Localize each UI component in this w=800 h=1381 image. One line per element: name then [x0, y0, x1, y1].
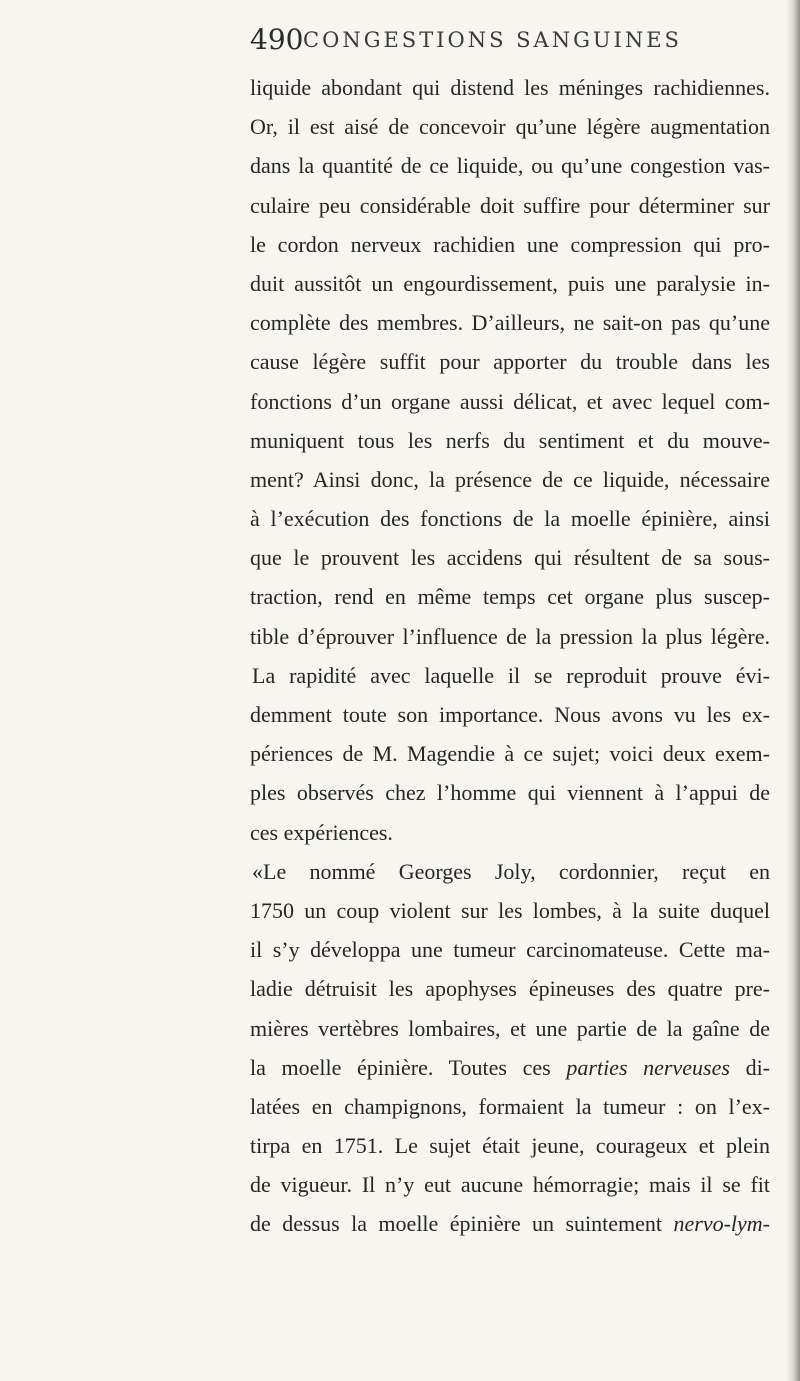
text-segment: di-	[745, 1054, 771, 1080]
text-line: duit aussitôt un engourdissement, puis une paralysie in-	[250, 270, 770, 296]
text-line: le cordon nerveux rachidien une compression qui pro-	[250, 231, 770, 257]
text-line: de vigueur. Il n’y eut aucune hémorragie; mais il se fit	[250, 1172, 770, 1198]
running-title: CONGESTIONS SANGUINES	[303, 28, 682, 52]
text-line: que le prouvent les accidens qui résultent de sa sous-	[250, 545, 770, 571]
italic-phrase: nervo-lym-	[673, 1211, 771, 1237]
text-line: liquide abondant qui distend les méninges rachidiennes.	[250, 75, 770, 100]
body-text	[250, 68, 770, 1244]
text-line: La rapidité avec laquelle il se reproduit prouve évi-	[252, 662, 770, 688]
text-line: «Le nommé Georges Joly, cordonnier, reçut en	[252, 858, 770, 884]
text-line: à l’exécution des fonctions de la moelle épinière, ainsi	[250, 506, 770, 532]
text-line-with-italic	[250, 1048, 770, 1087]
text-line: il s’y développa une tumeur carcinomateuse. Cette ma-	[250, 937, 770, 963]
text-line: fonctions d’un organe aussi délicat, et avec lequel com-	[250, 388, 770, 414]
text-line: Or, il est aisé de concevoir qu’une légère augmentation	[250, 114, 770, 140]
text-line: culaire peu considérable doit suffire pour déterminer sur	[250, 192, 770, 218]
text-line: cause légère suffit pour apporter du trouble dans les	[250, 349, 770, 375]
text-segment: de dessus la moelle épinière un suintement	[250, 1211, 663, 1237]
text-line: périences de M. Magendie à ce sujet; voici deux exem-	[250, 741, 770, 767]
text-line: traction, rend en même temps cet organe plus suscep-	[250, 584, 770, 610]
text-line: tirpa en 1751. Le sujet était jeune, courageux et plein	[250, 1133, 770, 1159]
text-line: ces expériences.	[250, 819, 393, 845]
text-line: complète des membres. D’ailleurs, ne sait-on pas qu’une	[250, 310, 770, 336]
text-segment: la moelle épinière. Toutes ces	[250, 1054, 551, 1080]
text-line: tible d’éprouver l’influence de la pression la plus légère.	[250, 623, 770, 649]
text-line: ples observés chez l’homme qui viennent à l’appui de	[250, 780, 770, 806]
text-line: demment toute son importance. Nous avons vu les ex-	[250, 702, 770, 727]
page-edge-shadow	[786, 0, 800, 1381]
text-line: ment? Ainsi donc, la présence de ce liquide, nécessaire	[250, 466, 770, 492]
text-line: dans la quantité de ce liquide, ou qu’une congestion vas-	[250, 153, 770, 179]
text-line: muniquent tous les nerfs du sentiment et du mouve-	[250, 427, 770, 453]
text-line: 1750 un coup violent sur les lombes, à la suite duquel	[250, 897, 770, 923]
page-header	[250, 20, 735, 60]
text-line: ladie détruisit les apophyses épineuses des quatre pre-	[250, 976, 770, 1002]
page-number: 490	[250, 23, 304, 56]
text-line: latées en champignons, formaient la tumeur : on l’ex-	[250, 1093, 770, 1119]
text-line: mières vertèbres lombaires, et une partie de la gaîne de	[250, 1015, 770, 1041]
text-line-with-italic	[250, 1204, 770, 1243]
italic-phrase: parties nerveuses	[566, 1054, 730, 1080]
